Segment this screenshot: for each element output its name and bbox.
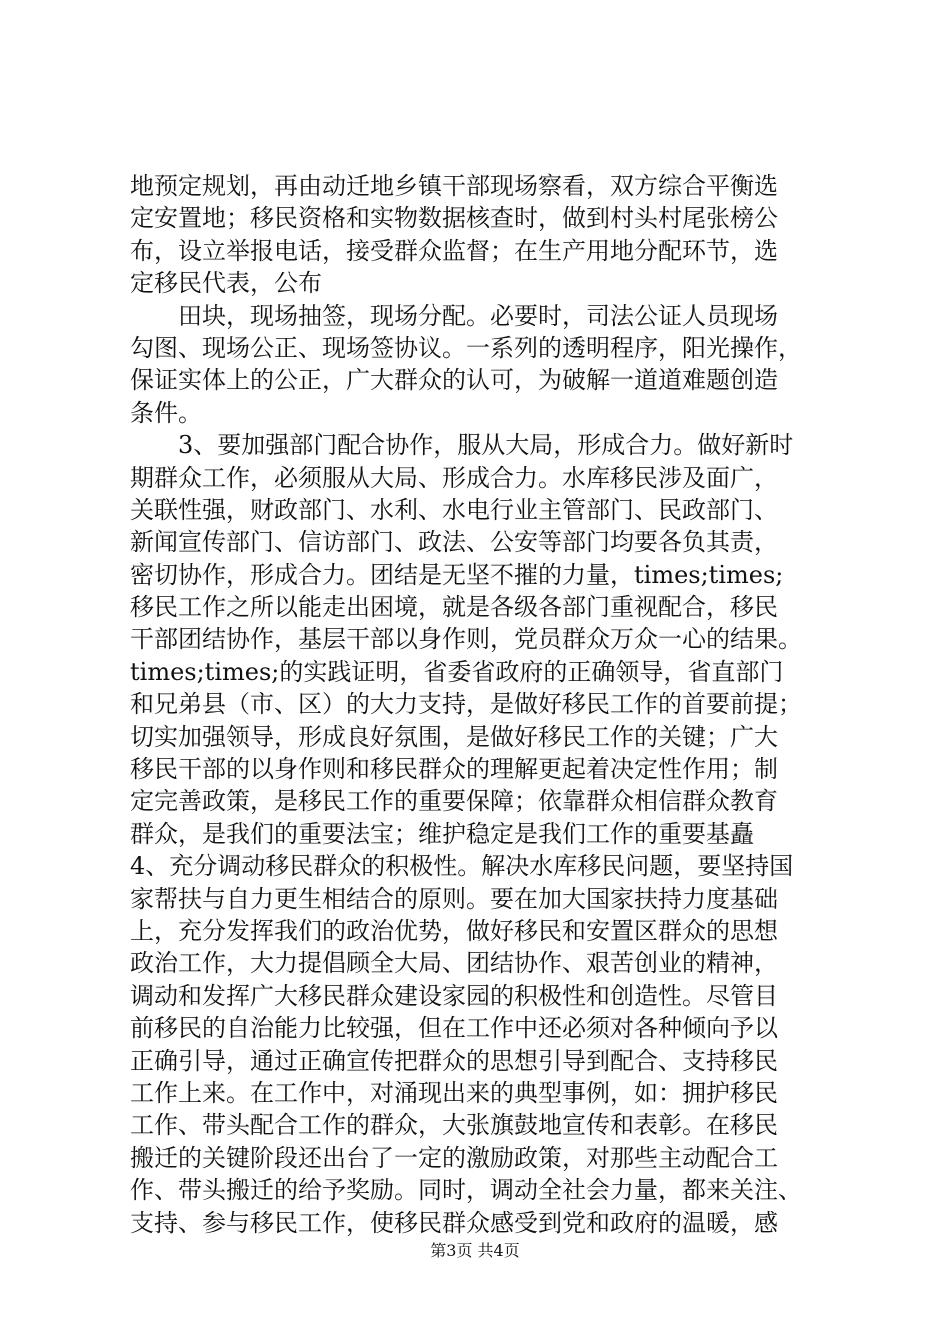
text-line: 布，设立举报电话，接受群众监督；在生产用地分配环节，选 <box>130 236 778 265</box>
text-line: 前移民的自治能力比较强，但在工作中还必须对各种倾向予以 <box>130 1014 778 1043</box>
text-line: 保证实体上的公正，广大群众的认可，为破解一道道难题创造 <box>130 366 778 395</box>
text-line: 条件。 <box>130 398 202 427</box>
text-line: 4、充分调动移民群众的积极性。解决水库移民问题，要坚持国 <box>130 852 794 881</box>
text-line: 期群众工作，必须服从大局、形成合力。水库移民涉及面广， <box>130 463 778 492</box>
text-line: 3、要加强部门配合协作，服从大局，形成合力。做好新时 <box>178 431 794 460</box>
text-line: 勾图、现场公正、现场签协议。一系列的透明程序，阳光操作， <box>130 333 802 362</box>
text-line: 田块，现场抽签，现场分配。必要时，司法公证人员现场 <box>178 301 778 330</box>
text-line: 地预定规划，再由动迁地乡镇干部现场察看，双方综合平衡选 <box>130 172 778 200</box>
text-line: 切实加强领导，形成良好氛围，是做好移民工作的关键；广大 <box>130 722 778 751</box>
text-line: 干部团结协作，基层干部以身作则，党员群众万众一心的结果。 <box>130 625 802 654</box>
page-number-footer: 第3页 共4页 <box>430 1241 520 1260</box>
text-line: 正确引导，通过正确宣传把群众的思想引导到配合、支持移民 <box>130 1046 778 1075</box>
document-body <box>130 170 830 1239</box>
text-line: 工作上来。在工作中，对涌现出来的典型事例，如：拥护移民 <box>130 1078 778 1107</box>
text-line: times;times;的实践证明，省委省政府的正确领导，省直部门 <box>130 657 784 686</box>
text-line: 搬迁的关键阶段还出台了一定的激励政策，对那些主动配合工 <box>130 1143 778 1172</box>
text-line: 作、带头搬迁的给予奖励。同时，调动全社会力量，都来关注、 <box>130 1176 802 1205</box>
text-line: 移民工作之所以能走出困境，就是各级各部门重视配合，移民 <box>130 593 778 622</box>
text-line: 家帮扶与自力更生相结合的原则。要在加大国家扶持力度基础 <box>130 884 778 913</box>
text-line: 上，充分发挥我们的政治优势，做好移民和安置区群众的思想 <box>130 916 778 945</box>
text-line: 移民干部的以身作则和移民群众的理解更起着决定性作用；制 <box>130 755 778 784</box>
text-line: 定移民代表，公布 <box>130 269 322 298</box>
text-line: 群众，是我们的重要法宝；维护稳定是我们工作的重要基矗 <box>130 819 754 848</box>
text-line: 关联性强，财政部门、水利、水电行业主管部门、民政部门、 <box>130 495 778 524</box>
text-line: 新闻宣传部门、信访部门、政法、公安等部门均要各负其责， <box>130 528 778 557</box>
text-line: 工作、带头配合工作的群众，大张旗鼓地宣传和表彰。在移民 <box>130 1111 778 1140</box>
text-line: 定完善政策，是移民工作的重要保障；依靠群众相信群众教育 <box>130 787 778 816</box>
text-line: 支持、参与移民工作，使移民群众感受到党和政府的温暖，感 <box>130 1208 778 1237</box>
text-line: 和兄弟县（市、区）的大力支持，是做好移民工作的首要前提； <box>130 690 802 719</box>
text-line: 密切协作，形成合力。团结是无坚不摧的力量，times;times; <box>130 560 784 589</box>
text-line: 调动和发挥广大移民群众建设家园的积极性和创造性。尽管目 <box>130 981 778 1010</box>
text-line: 政治工作，大力提倡顾全大局、团结协作、艰苦创业的精神， <box>130 949 778 978</box>
text-line: 定安置地；移民资格和实物数据核查时，做到村头村尾张榜公 <box>130 204 778 233</box>
